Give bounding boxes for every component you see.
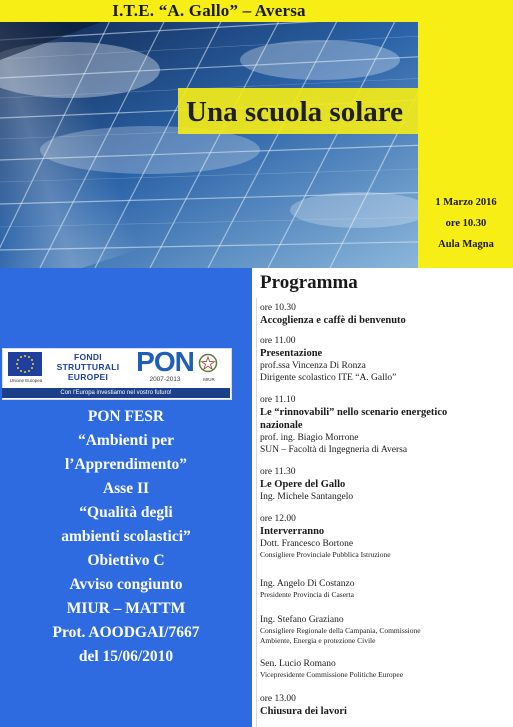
item-title: Presentazione: [260, 348, 323, 359]
item-detail: Dirigente scolastico ITE “A. Gallo”: [260, 373, 397, 383]
item-title: Le “rinnovabili” nello scenario energetico nazionale: [260, 407, 448, 431]
item-role: Consigliere Provinciale Pubblica Istruzione: [260, 550, 391, 559]
pon-details: [0, 405, 252, 669]
item-detail: Dott. Francesco Bortone: [260, 539, 354, 549]
pon-line: del 15/06/2010: [78, 648, 174, 665]
item-detail: Ing. Angelo Di Costanzo: [260, 579, 355, 589]
miur-label: MIUR: [203, 377, 215, 382]
item-role: Vicepresidente Commissione Politiche Europee: [260, 670, 404, 679]
eu-label: Unione Europea: [9, 378, 43, 383]
pon-wordmark: PON: [136, 346, 194, 377]
item-detail: Ing. Michele Santangelo: [260, 492, 354, 502]
program-item: [260, 658, 508, 680]
pon-line: ambienti scolastici”: [61, 528, 191, 545]
item-time: ore 11.10: [260, 395, 296, 405]
fondi-line-2: STRUTTURALI: [56, 362, 120, 372]
item-detail: Ing. Stefano Graziano: [260, 615, 344, 625]
headline: Una scuola solare: [186, 96, 403, 128]
pon-years: 2007-2013: [149, 376, 181, 383]
item-title: Accoglienza e caffè di benvenuto: [260, 315, 406, 326]
pon-line: PON FESR: [87, 408, 165, 425]
pon-line: Obiettivo C: [87, 552, 165, 569]
fondi-line-3: EUROPEI: [67, 372, 109, 382]
item-role: Ambiente, Energia e protezione Civile: [260, 636, 376, 645]
item-time: ore 13.00: [260, 694, 296, 704]
pon-line: “Ambienti per: [77, 432, 174, 449]
event-date: 1 Marzo 2016: [435, 197, 497, 208]
pon-line: Asse II: [102, 480, 150, 497]
program-divider: [256, 298, 257, 727]
item-time: ore 11.30: [260, 467, 296, 477]
fondi-line-1: FONDI: [74, 352, 102, 362]
item-role: Presidente Provincia di Caserta: [260, 590, 354, 599]
item-title: Le Opere del Gallo: [260, 479, 346, 490]
item-detail: SUN – Facoltà di Ingegneria di Aversa: [260, 445, 408, 455]
program-item: [260, 303, 508, 327]
program-item: [260, 395, 508, 456]
item-detail: prof.ssa Vincenza Di Ronza: [260, 361, 366, 371]
program-item: [260, 614, 508, 646]
italian-republic-emblem-icon: [198, 353, 218, 373]
event-place: Aula Magna: [438, 239, 494, 250]
pon-line: “Qualità degli: [79, 504, 173, 521]
program-item: [260, 578, 508, 600]
event-info: [420, 192, 512, 255]
pon-line: Prot. AOODGAI/7667: [52, 624, 200, 641]
item-time: ore 12.00: [260, 514, 296, 524]
program-item: [260, 336, 508, 384]
item-detail: prof. ing. Biagio Morrone: [260, 433, 359, 443]
program-title: Programma: [260, 272, 358, 293]
item-title: Interverranno: [260, 526, 325, 537]
item-detail: Sen. Lucio Romano: [260, 659, 336, 669]
event-time: ore 10.30: [445, 218, 487, 229]
program-item: [260, 694, 508, 718]
pon-line: MIUR – MATTM: [66, 600, 186, 617]
item-time: ore 10.30: [260, 303, 296, 313]
program-item: [260, 467, 508, 503]
pon-line: Avviso congiunto: [69, 576, 183, 593]
item-title: Chiusura dei lavori: [260, 706, 347, 717]
eu-flag-icon: [8, 352, 42, 376]
pon-slogan: Con l'Europa investiamo nel vostro futuro!: [60, 390, 172, 396]
school-title: I.T.E. “A. Gallo” – Aversa: [112, 1, 306, 20]
pon-line: l’Apprendimento”: [64, 456, 187, 473]
program-item: [260, 514, 508, 560]
item-role: Consigliere Regionale della Campania, Commissione: [260, 626, 421, 635]
item-time: ore 11.00: [260, 336, 296, 346]
fondi-strutturali-logo: [52, 352, 124, 382]
